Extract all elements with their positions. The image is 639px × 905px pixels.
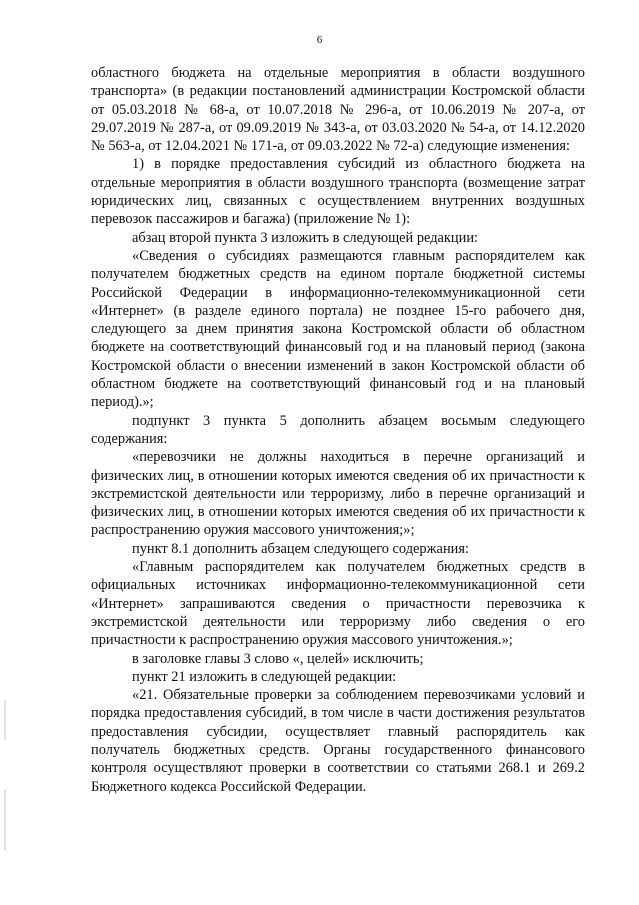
page-number: 6	[316, 34, 323, 46]
paragraph: «Сведения о субсидиях размещаются главным распорядителем как получателем бюджетных средств на едином портале бюджетной системы Российской Федерации в информационно-телекоммуникационной сети «Интернет» (в разделе единого портала) не позднее 15-го рабочего дня, следующего за днем принятия закона Костромской области об областном бюджете на соответствующий финансовый год и на плановый период (закона Костромской области о внесении изменений в закон Костромской области об областном бюджете на соответствующий финансовый год и на плановый период).»;	[91, 247, 585, 411]
scan-edge-mark	[4, 700, 6, 740]
paragraph: пункт 8.1 дополнить абзацем следующего содержания:	[132, 540, 469, 557]
scan-edge-mark	[4, 790, 6, 850]
paragraph: областного бюджета на отдельные мероприятия в области воздушного транспорта» (в редакции постановлений администрации Костромской области от 05.03.2018 № 68-а, от 10.07.2018 № 296-а, от 10.06.2019 № 207-а, от 29.07.2019 № 287-а, от 09.09.2019 № 343-а, от 03.03.2020 № 54-а, от 14.12.2020 № 563-а, от 12.04.2021 № 171-а, от 09.03.2022 № 72-а) следующие изменения:	[91, 65, 585, 155]
paragraph: в заголовке главы 3 слово «, целей» исключить;	[132, 650, 424, 667]
paragraph: подпункт 3 пункта 5 дополнить абзацем восьмым следующего содержания:	[91, 412, 585, 447]
document-body	[91, 64, 585, 796]
paragraph: «Главным распорядителем как получателем бюджетных средств в официальных источниках информационно-телекоммуникационной сети «Интернет» запрашиваются сведения о причастности перевозчика к экстремистской деятельности или терроризму либо сведения о его причастности к распространению оружия массового уничтожения.»;	[91, 559, 585, 649]
paragraph: «перевозчики не должны находиться в перечне организаций и физических лиц, в отношении которых имеются сведения об их причастности к экстремистской деятельности или терроризму, либо в перечне организаций и физических лиц, в отношении которых имеются сведения об их причастности к распространению оружия массового уничтожения;»;	[91, 449, 585, 539]
paragraph: «21. Обязательные проверки за соблюдением перевозчиками условий и порядка предоставления субсидий, в том числе в части достижения результатов предоставления субсидии, осуществляет главный распорядитель как получатель бюджетных средств. Органы государственного финансового контроля осуществляют проверки в соответствии со статьями 268.1 и 269.2 Бюджетного кодекса Российской Федерации.	[91, 687, 585, 795]
paragraph: абзац второй пункта 3 изложить в следующей редакции:	[132, 229, 479, 246]
paragraph: 1) в порядке предоставления субсидий из областного бюджета на отдельные мероприятия в области воздушного транспорта (возмещение затрат юридических лиц, связанных с осуществлением внутренних воздушных перевозок пассажиров и багажа) (приложение № 1):	[91, 156, 585, 228]
paragraph: пункт 21 изложить в следующей редакции:	[132, 668, 397, 685]
